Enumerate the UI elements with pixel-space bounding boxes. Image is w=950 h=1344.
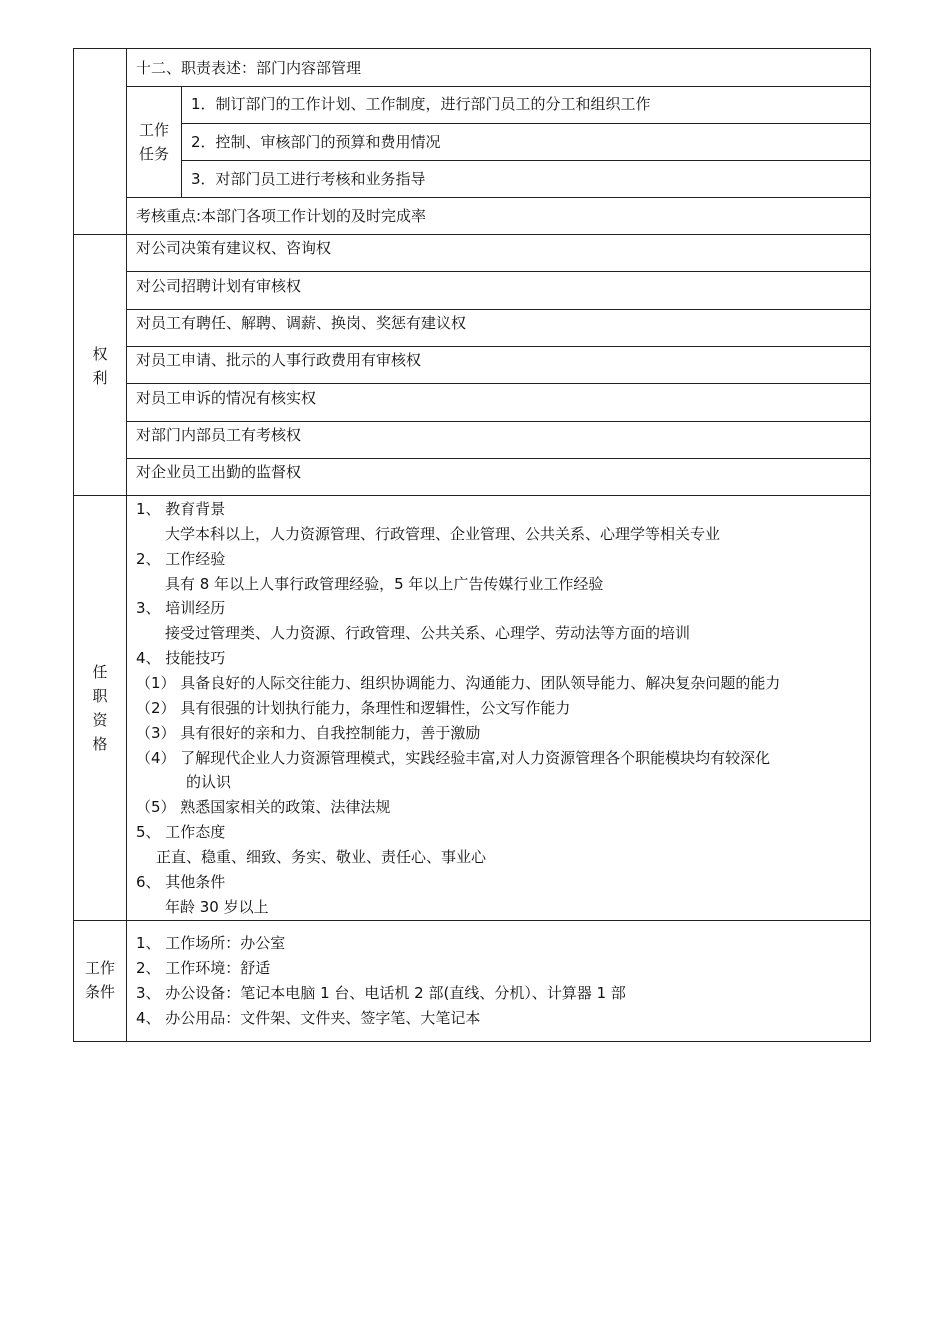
qualifications-label <box>74 660 126 756</box>
assessment-focus: 考核重点:本部门各项工作计划的及时完成率 <box>136 207 427 225</box>
task-column-divider <box>181 86 182 197</box>
right-item: 对企业员工出勤的监督权 <box>136 463 302 481</box>
right-item: 对员工有聘任、解聘、调薪、换岗、奖惩有建议权 <box>136 314 467 332</box>
section-divider <box>73 495 871 496</box>
conditions-label-line-2: 条件 <box>84 983 115 1001</box>
skill-item: （3） 具有很好的亲和力、自我控制能力，善于激励 <box>136 724 481 742</box>
duty-heading: 十二、职责表述：部门内容部管理 <box>136 59 362 77</box>
skill-item: （2） 具有很强的计划执行能力，条理性和逻辑性，公文写作能力 <box>136 699 571 717</box>
condition-item: 1、 工作场所：办公室 <box>136 934 286 952</box>
condition-item: 3、 办公设备：笔记本电脑 1 台、电话机 2 部(直线、分机）、计算器 1 部 <box>136 984 626 1002</box>
row-divider <box>126 86 871 87</box>
rights-label-line-2: 利 <box>92 369 108 387</box>
right-item: 对公司决策有建议权、咨询权 <box>136 239 332 257</box>
qualification-detail: 大学本科以上，人力资源管理、行政管理、企业管理、公共关系、心理学等相关专业 <box>165 525 721 543</box>
section-divider <box>73 920 871 921</box>
row-divider <box>181 123 871 124</box>
row-divider <box>126 383 871 384</box>
qualification-detail: 接受过管理类、人力资源、行政管理、公共关系、心理学、劳动法等方面的培训 <box>165 624 691 642</box>
condition-item: 2、 工作环境：舒适 <box>136 959 271 977</box>
row-divider <box>126 309 871 310</box>
qualifications-label-char: 格 <box>92 735 108 753</box>
qualification-heading: 5、 工作态度 <box>136 823 226 841</box>
task-label <box>127 118 181 166</box>
conditions-label-line-1: 工作 <box>84 959 115 977</box>
skill-item-continued: 的认识 <box>186 773 232 791</box>
task-item: 2．控制、审核部门的预算和费用情况 <box>191 133 441 151</box>
rights-label-line-1: 权 <box>92 345 108 363</box>
qualification-detail: 具有 8 年以上人事行政管理经验，5 年以上广告传媒行业工作经验 <box>165 575 604 593</box>
skill-item: （4） 了解现代企业人力资源管理模式，实践经验丰富,对人力资源管理各个职能模块均有较深化 <box>136 749 771 767</box>
qualification-detail: 正直、稳重、细致、务实、敬业、责任心、事业心 <box>156 848 487 866</box>
right-item: 对部门内部员工有考核权 <box>136 426 302 444</box>
table-border-left <box>73 48 74 1042</box>
right-item: 对员工申请、批示的人事行政费用有审核权 <box>136 351 422 369</box>
qualification-heading: 4、 技能技巧 <box>136 649 226 667</box>
task-item: 1．制订部门的工作计划、工作制度，进行部门员工的分工和组织工作 <box>191 95 651 113</box>
qualifications-label-char: 职 <box>92 687 108 705</box>
condition-item: 4、 办公用品：文件架、文件夹、签字笔、大笔记本 <box>136 1009 481 1027</box>
qualifications-label-char: 资 <box>92 711 108 729</box>
qualifications-label-char: 任 <box>92 663 108 681</box>
row-divider <box>126 458 871 459</box>
row-divider <box>126 421 871 422</box>
row-divider <box>126 346 871 347</box>
section-divider <box>73 234 871 235</box>
table-border-top <box>73 48 871 49</box>
skill-item: （1） 具备良好的人际交往能力、组织协调能力、沟通能力、团队领导能力、解决复杂问题的能力 <box>136 674 781 692</box>
table-border-bottom <box>73 1041 871 1042</box>
right-item: 对公司招聘计划有审核权 <box>136 277 302 295</box>
rights-label <box>74 342 126 390</box>
task-item: 3．对部门员工进行考核和业务指导 <box>191 170 426 188</box>
conditions-label <box>74 956 126 1004</box>
row-divider <box>126 271 871 272</box>
qualification-heading: 6、 其他条件 <box>136 873 226 891</box>
qualification-detail: 年龄 30 岁以上 <box>165 898 269 916</box>
task-label-line-2: 任务 <box>138 145 169 163</box>
qualification-heading: 2、 工作经验 <box>136 550 226 568</box>
qualification-heading: 3、 培训经历 <box>136 599 226 617</box>
right-item: 对员工申诉的情况有核实权 <box>136 389 317 407</box>
row-divider <box>126 197 871 198</box>
skill-item: （5） 熟悉国家相关的政策、法律法规 <box>136 798 391 816</box>
qualification-heading: 1、 教育背景 <box>136 500 226 518</box>
row-divider <box>181 160 871 161</box>
task-label-line-1: 工作 <box>138 121 169 139</box>
